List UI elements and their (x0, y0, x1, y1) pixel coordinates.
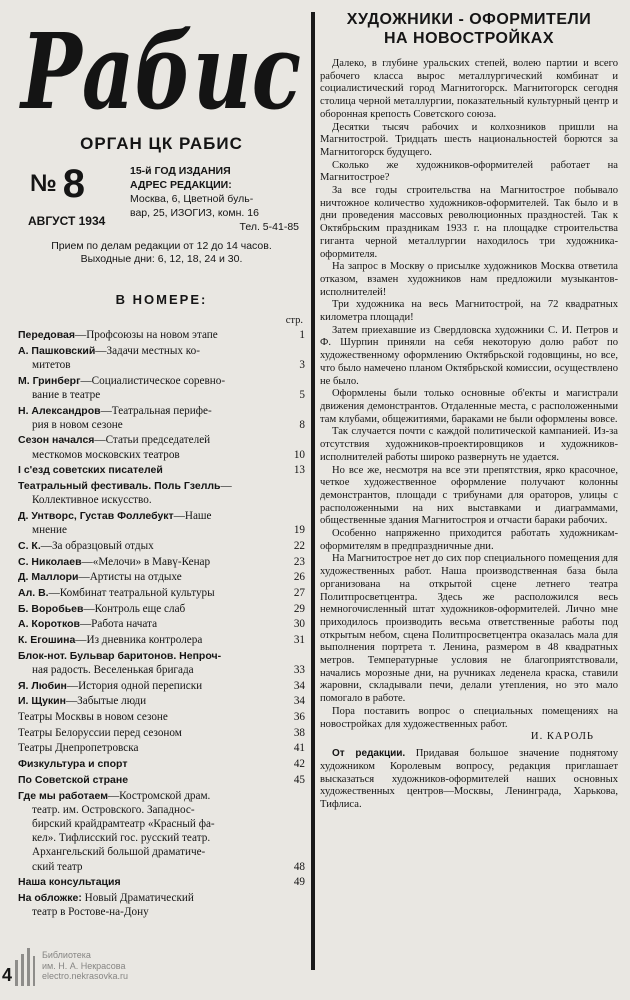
toc-item-page: 19 (293, 524, 305, 537)
article-title-line: НА НОВОСТРОЙКАХ (384, 30, 554, 47)
toc-item (18, 509, 305, 537)
toc-item-lead: С. К. (18, 539, 41, 552)
toc-item-text: —История одной переписки (66, 679, 203, 692)
toc-item-page: 34 (293, 695, 305, 708)
toc-item-lead: А. Коротков (18, 618, 80, 631)
article-paragraph: Затем приехавшие из Свердловска художники С. И. Петров и Ф. Шурпин приняли на себя некоторую долю работ по художественному оформлению Октябрьской годовщины, но все, что было намечено планом Октябрьской комиссии, осуществлено не было. (320, 324, 618, 387)
toc-item-page: 45 (293, 773, 305, 786)
toc-item (18, 586, 305, 600)
editorial-note-text: Придавая большое значение поднятому художником Королевым вопросу, редакция приглашает высказаться художников-оформителей наших основных художественных центров—Москвы, Ленинграда, Харькова, Тифлиса. (320, 748, 618, 811)
article-paragraph: Три художника на весь Магнитострой, на 72 квадратных километра площади! (320, 299, 618, 324)
toc-item-text: —Социалистическое соревно- (80, 374, 226, 387)
toc-item-text: театр в Ростове-на-Дону (32, 906, 149, 919)
toc-item-lead: И. Щукин (18, 695, 66, 708)
toc-item-text: мнение (32, 524, 67, 537)
toc-item (18, 789, 305, 874)
issue-date: АВГУСТ 1934 (28, 214, 106, 228)
toc-item (18, 633, 305, 647)
toc-item-text: кел». Тифлисский гос. русский театр. (32, 832, 211, 845)
article-paragraph: Пора поставить вопрос о специальных помещениях на новостройках для художественных работ. (320, 705, 618, 730)
table-of-contents (18, 328, 305, 919)
logo-text: Рабис (18, 12, 301, 130)
article-paragraph: Сколько же художников-оформителей работает на Магнитострое? (320, 159, 618, 184)
toc-item-text: —Задачи местных ко- (95, 344, 200, 357)
toc-item-text: бирский крайдрамтеатр «Красный фа- (32, 818, 215, 830)
toc-item-lead: Передовая (18, 329, 76, 341)
toc-item (18, 649, 305, 677)
article-body (320, 58, 618, 731)
toc-item-lead: I с'езд советских писателей (18, 464, 163, 477)
toc-item-lead: Театральный фестиваль. Поль Гзелль (18, 480, 221, 493)
toc-item (18, 694, 305, 708)
toc-item-text: Коллективное искусство. (32, 494, 152, 507)
toc-item-text: —Забытые люди (65, 695, 147, 708)
toc-item-text: — (220, 480, 232, 493)
toc-item-lead: Сезон начался (18, 434, 95, 447)
toc-item-page: 10 (293, 448, 305, 461)
toc-item-text: рия в новом сезоне (32, 418, 123, 431)
toc-item-text: Архангельский большой драматиче- (32, 846, 206, 859)
editorial-note (320, 748, 618, 812)
toc-item-page: 30 (293, 618, 305, 631)
address-line: Москва, 6, Цветной буль- (130, 193, 254, 205)
article-title-line: ХУДОЖНИКИ - ОФОРМИТЕЛИ (346, 11, 592, 28)
left-column (18, 12, 305, 921)
issue-sign: № (30, 170, 57, 197)
phone-number: Тел. 5-41-85 (239, 221, 299, 233)
toc-item-page: 34 (293, 679, 305, 692)
toc-item-text: —Контроль еще слаб (83, 602, 186, 615)
toc-item-lead: Блок-нот. Бульвар баритонов. Непроч- (18, 649, 222, 662)
organ-title: ОРГАН ЦК РАБИС (80, 134, 243, 153)
address-line: вар, 25, ИЗОГИЗ, комн. 16 (130, 207, 259, 219)
toc-item (18, 479, 305, 507)
toc-item-text: ная радость. Веселенькая бригада (32, 663, 194, 676)
toc-item-lead: По Советской стране (18, 773, 129, 786)
toc-item-page: 31 (293, 634, 305, 647)
article-paragraph: Оформлены были только основные об'екты и магистрали движения демонстрантов. Отдаленные места, с расположенными там клубами, общежитиями, бараками не были оформлены вовсе. (320, 388, 618, 425)
toc-item (18, 374, 305, 402)
toc-item-lead: Д. Маллори (18, 571, 79, 584)
toc-item-lead: Д. Унтворс, Густав Фоллебукт (18, 509, 174, 522)
reception-line: Прием по делам редакции от 12 до 14 часов. (51, 240, 272, 252)
toc-item-page: 23 (293, 555, 305, 568)
article-paragraph: Так случается почти с каждой политической кампанией. Из-за отсутствия художников-проектировщиков и художников-исполнителей работы широко развернуть не удается. (320, 426, 618, 463)
article-column (320, 10, 618, 812)
toc-item (18, 570, 305, 584)
toc-item-text: вание в театре (32, 388, 101, 401)
page-column-label: стр. (285, 315, 303, 326)
masthead (18, 12, 305, 130)
toc-item-page: 5 (299, 388, 305, 401)
toc-item-lead: Физкультура и спорт (18, 758, 128, 771)
toc-item-lead: С. Николаев (18, 555, 82, 568)
reception-hours (18, 240, 305, 266)
issue-number-value: 8 (62, 162, 86, 206)
toc-item-text: —Статьи председателей (94, 434, 211, 447)
toc-item (18, 773, 305, 787)
toc-item-text: —Профсоюзы на новом этапе (75, 329, 218, 341)
toc-item (18, 617, 305, 631)
toc-item (18, 602, 305, 616)
toc-item (18, 539, 305, 553)
address-heading: АДРЕС РЕДАКЦИИ: (130, 179, 232, 191)
toc-item-text: Театры Москвы в новом сезоне (18, 711, 168, 724)
article-signature: И. КАРОЛЬ (530, 731, 594, 743)
reception-line: Выходные дни: 6, 12, 18, 24 и 30. (80, 253, 243, 265)
toc-item-lead: Я. Любин (18, 679, 67, 692)
article-paragraph: Особенно напряженно приходится работать художникам-оформителям в предпраздничные дни. (320, 528, 618, 552)
toc-item-lead: А. Пашковский (18, 344, 96, 357)
page-number: 4 (2, 965, 13, 985)
library-stamp (14, 946, 128, 986)
toc-item (18, 891, 305, 919)
article-paragraph: На запрос в Москву о присылке художников Москва ответила отказом, взамен художников нам предложили музыкантов-исполнителей! (320, 261, 618, 298)
toc-item-text: —Артисты на отдыхе (78, 571, 182, 584)
article-paragraph: Но все же, несмотря на все эти препятствия, ярко красочное, четкое художественное оформление получают колонны демонстрантов, площади с трибунами для ораторов, улицы с расположенными на них выставками и диаграммами, общественные здания Магнитостроя и отчасти бараки рабочих. (320, 464, 618, 527)
toc-item (18, 344, 305, 372)
toc-item-page: 22 (293, 539, 305, 552)
toc-item (18, 757, 305, 771)
toc-item-lead: Где мы работаем (18, 789, 108, 802)
toc-item-lead: Н. Александров (18, 404, 101, 417)
issue-number (18, 164, 130, 204)
article-title (320, 10, 618, 48)
toc-item-page: 1 (299, 329, 305, 341)
article-paragraph: Десятки тысяч рабочих и колхозников пришли на Магнитострой. Тридцать шесть национальностей борются за Магнитогорск будущего. (320, 121, 618, 158)
issue-info (18, 164, 305, 234)
toc-item-page: 41 (293, 742, 305, 755)
toc-item (18, 710, 305, 724)
toc-item-text: театр. им. Островского. Западнос- (32, 803, 195, 816)
toc-item-text: —«Мелочи» в Мавү-Кенар (81, 555, 211, 568)
stamp-line: electro.nekrasovka.ru (42, 971, 129, 982)
toc-item-text: —Наше (173, 509, 212, 522)
toc-item-text: —Комбинат театральной культуры (48, 586, 215, 599)
toc-item (18, 875, 305, 889)
toc-item-page: 48 (293, 860, 305, 873)
toc-item (18, 328, 305, 342)
toc-item (18, 679, 305, 693)
year-of-issue: 15-й ГОД ИЗДАНИЯ (130, 165, 231, 177)
toc-item-text: —За образцовый отдых (40, 539, 154, 552)
toc-item-text: —Театральная перифе- (100, 404, 212, 417)
toc-item-text: —Работа начата (79, 618, 158, 631)
toc-item-page: 27 (293, 586, 305, 599)
toc-item-text: —Костромской драм. (107, 789, 211, 802)
toc-item (18, 555, 305, 569)
toc-item-lead: На обложке: (18, 892, 82, 905)
toc-item-text: Театры Днепропетровска (18, 742, 139, 755)
toc-item-lead: М. Гринберг (18, 374, 81, 387)
stamp-line: Библиотека (42, 950, 91, 961)
stamp-line: им. Н. А. Некрасова (42, 960, 126, 971)
toc-item-text: —Из дневника контролера (75, 634, 203, 647)
article-paragraph: На Магнитострое нет до сих пор специального помещения для художественных работ. Наша производственная база была организована на открытой сцене летнего театра Политпросветцентра. Здесь же расположился весь немногочисленный штат художников-оформителей. Лично мне приходилось производить весьма ответственные работы под открытым небом, сцена Политпросветцентра оказалась мала для выполнения портрета т. Ленина, размером в 48 квадратных метров. Температурные условия не благоприятствовали, начались морозные дни, на ручниках леденела краска, ставили жаровни, складывали печи, делали утепления, но это мало помогало в работе. (320, 553, 618, 705)
masthead-logo (18, 12, 305, 130)
toc-item-page: 49 (293, 876, 305, 889)
toc-item (18, 404, 305, 432)
toc-item-text: Новый Драматический (81, 892, 194, 905)
toc-item (18, 741, 305, 755)
toc-item-page: 29 (293, 602, 305, 615)
editorial-address (130, 164, 305, 234)
toc-item-text: Театры Белоруссии перед сезоном (18, 726, 182, 739)
toc-item (18, 726, 305, 740)
column-divider (311, 12, 315, 970)
toc-item-page: 13 (293, 464, 305, 477)
toc-item-text: ский театр (32, 860, 83, 873)
article-paragraph: За все годы строительства на Магнитострое побывало ничтожное количество художников-оформителей. Так было и в дни проведения массовых революционных праздностей. Так к Октябрьским праздникам 1933 г. на площадке строительства гиганта черной металлургии находилось три художника-оформителя. (320, 185, 618, 260)
toc-item-page: 38 (293, 726, 305, 739)
toc-item (18, 433, 305, 461)
toc-item (18, 463, 305, 477)
toc-item-page: 3 (299, 358, 305, 371)
toc-item-lead: К. Егошина (18, 634, 76, 647)
toc-item-page: 33 (293, 663, 305, 676)
toc-item-page: 36 (293, 711, 305, 724)
toc-item-page: 42 (293, 758, 305, 771)
toc-item-page: 26 (293, 571, 305, 584)
toc-item-text: митетов (32, 358, 71, 371)
editorial-note-lead: От редакции. (332, 748, 406, 760)
toc-item-lead: Наша консультация (18, 876, 121, 889)
toc-item-lead: Ал. В. (18, 586, 49, 599)
toc-item-text: месткомов московских театров (32, 448, 180, 461)
contents-heading: В НОМЕРЕ: (115, 292, 208, 307)
toc-item-lead: Б. Воробьев (18, 602, 84, 615)
article-paragraph: Далеко, в глубине уральских степей, волею партии и всего рабочего класса вырос металлургический комбинат и социалистический город Магнитогорск. Магнитогорск сегодня столица черной металлургии, показательный культурный центр и оборонная крепость Советского союза. (320, 58, 618, 120)
toc-item-page: 8 (299, 418, 305, 431)
library-logo-icon (14, 946, 36, 986)
